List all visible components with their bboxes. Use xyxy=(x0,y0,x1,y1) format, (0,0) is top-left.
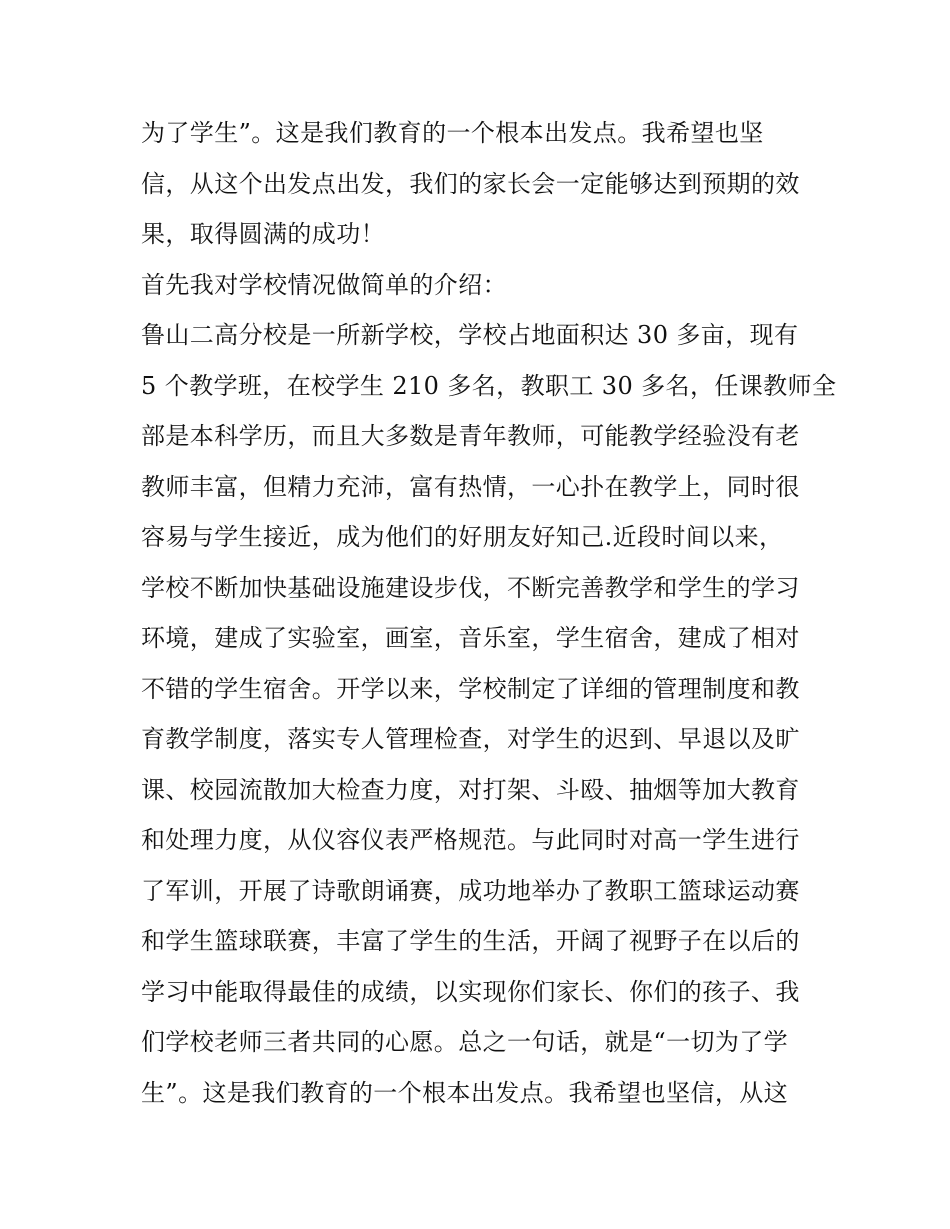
text-line-18: 学习中能取得最佳的成绩，以实现你们家长、你们的孩子、我 xyxy=(141,977,800,1006)
text-line-2: 信，从这个出发点出发，我们的家长会一定能够达到预期的效 xyxy=(141,169,800,198)
text-line-13: 育教学制度，落实专人管理检查，对学生的迟到、早退以及旷 xyxy=(141,725,800,753)
text-line-17: 和学生篮球联赛，丰富了学生的生活，开阔了视野子在以后的 xyxy=(141,927,800,955)
text-line-4: 首先我对学校情况做简单的介绍： xyxy=(141,270,507,299)
text-line-7: 部是本科学历，而且大多数是青年教师，可能教学经验没有老 xyxy=(141,422,800,450)
text-line-5: 鲁山二高分校是一所新学校，学校占地面积达 30 多亩，现有 xyxy=(141,321,799,349)
text-line-10: 学校不断加快基础设施建设步伐，不断完善教学和学生的学习 xyxy=(141,573,800,602)
text-line-19: 们学校老师三者共同的心愿。总之一句话，就是“一切为了学 xyxy=(141,1028,789,1056)
text-line-8: 教师丰富，但精力充沛，富有热情，一心扑在教学上，同时很 xyxy=(141,472,800,501)
text-line-3: 果，取得圆满的成功！ xyxy=(141,220,385,248)
text-line-11: 环境，建成了实验室，画室，音乐室，学生宿舍，建成了相对 xyxy=(141,624,800,652)
text-line-12: 不错的学生宿舍。开学以来，学校制定了详细的管理制度和教 xyxy=(141,674,800,703)
text-line-20: 生”。这是我们教育的一个根本出发点。我希望也坚信，从这 xyxy=(141,1078,789,1107)
text-line-15: 和处理力度，从仪容仪表严格规范。与此同时对高一学生进行 xyxy=(141,826,800,854)
text-line-14: 课、校园流散加大检查力度，对打架、斗殴、抽烟等加大教育 xyxy=(141,775,800,804)
text-line-6: 5 个教学班，在校学生 210 多名，教职工 30 多名，任课教师全 xyxy=(141,371,837,400)
document-body xyxy=(141,108,837,1118)
text-line-9: 容易与学生接近，成为他们的好朋友好知己.近段时间以来， xyxy=(141,523,784,551)
text-line-16: 了军训，开展了诗歌朗诵赛，成功地举办了教职工篮球运动赛 xyxy=(141,876,800,905)
text-line-1: 为了学生”。这是我们教育的一个根本出发点。我希望也坚 xyxy=(141,119,764,147)
